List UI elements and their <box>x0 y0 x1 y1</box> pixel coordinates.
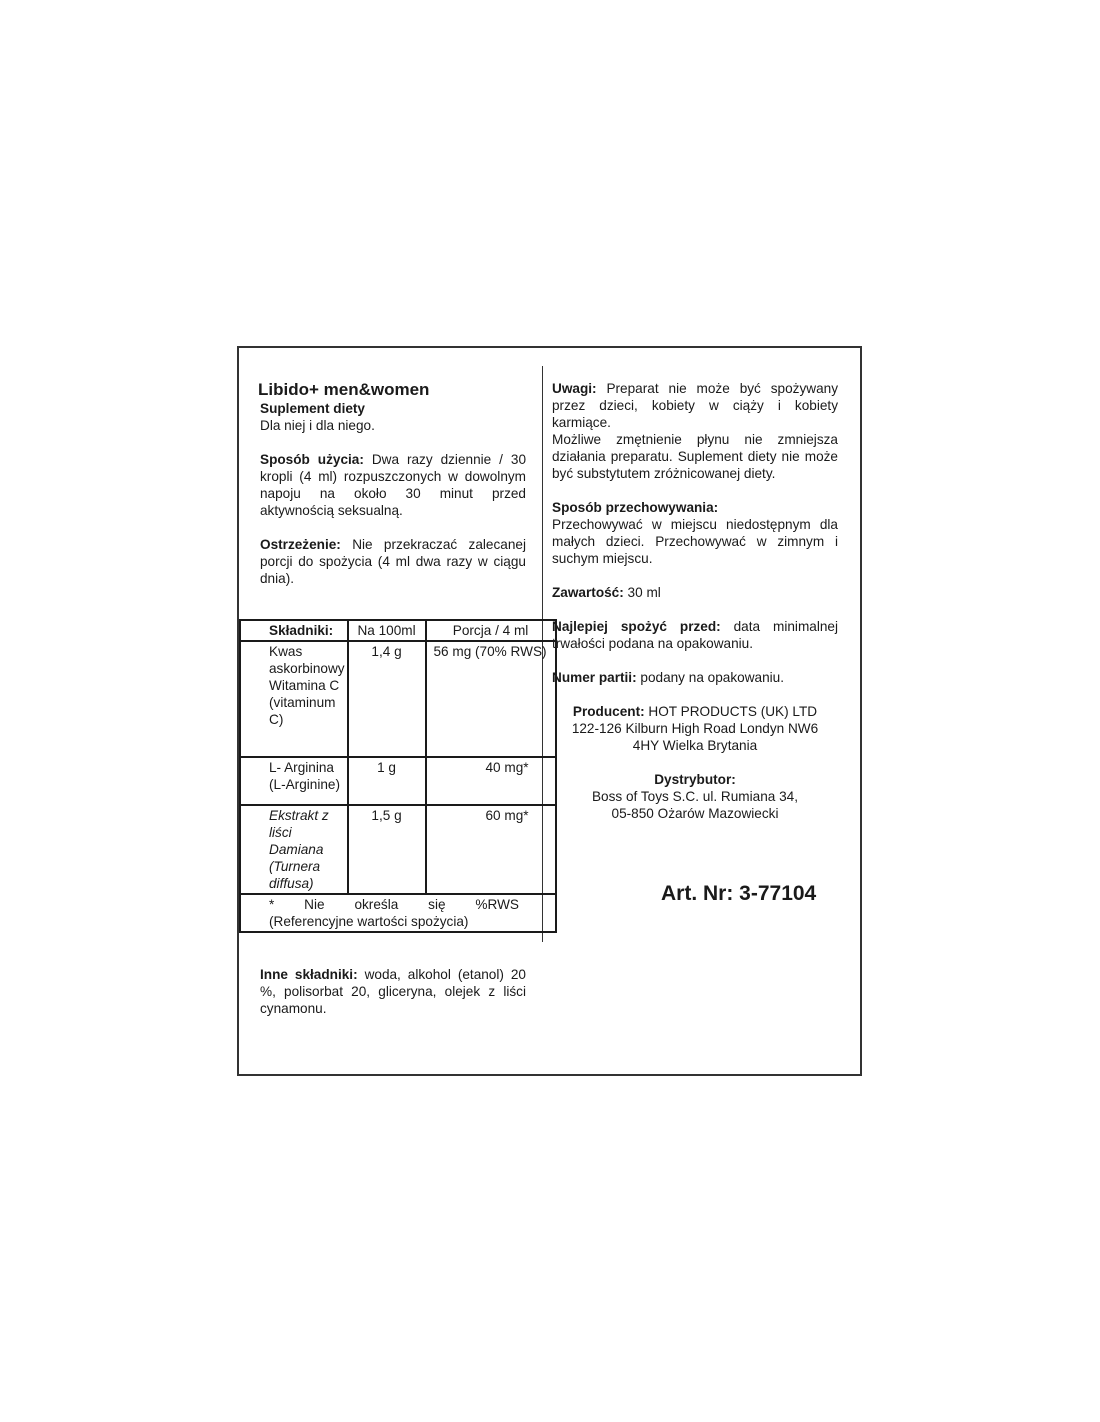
ingredient-name: L- Arginina (L-Arginine) <box>240 757 348 805</box>
producer-label: Producent: <box>572 704 645 719</box>
ingredient-portion: 40 mg* <box>426 757 556 805</box>
ingredient-portion: 56 mg (70% RWS) <box>426 641 556 757</box>
header-ingredient: Składniki: <box>240 620 348 641</box>
best-before-section <box>552 618 838 652</box>
notes-text: Preparat nie może być spożywany przez dzieci, kobiety w ciąży i kobiety karmiące. <box>552 381 838 430</box>
usage-label: Sposób użycia: <box>260 452 364 467</box>
content-section <box>552 584 838 601</box>
footnote-word-4: %RWS <box>475 897 519 912</box>
distributor-line-2: 05-850 Ożarów Mazowiecki <box>611 806 779 821</box>
header-per-100ml: Na 100ml <box>348 620 426 641</box>
footnote-line-2: (Referencyjne wartości spożycia) <box>269 914 469 929</box>
ingredient-name: Ekstrakt z liści Damiana (Turnera diffusa) <box>240 805 348 894</box>
ingredient-name: Kwas askorbinowy Witamina C (vitaminum C) <box>240 641 348 757</box>
batch-text: podany na opakowaniu. <box>636 670 784 685</box>
producer-section <box>552 703 838 754</box>
footnote-star: * <box>269 897 275 912</box>
ingredient-per-100ml: 1,4 g <box>348 641 426 757</box>
other-ingredients-text: woda, alkohol (etanol) 20 %, polisorbat 20, gliceryna, olejek z liści cynamonu. <box>260 967 526 1016</box>
notes-text-2: Możliwe zmętnienie płynu nie zmniejsza działania preparatu. Suplement diety nie może być substytutem zróżnicowanej diety. <box>552 432 838 481</box>
product-tagline: Dla niej i dla niego. <box>260 418 375 433</box>
notes-section <box>552 380 838 431</box>
header-portion: Porcja / 4 ml <box>426 620 556 641</box>
content-label: Zawartość: <box>552 585 624 600</box>
table-row <box>240 805 556 894</box>
table-footnote-row <box>240 894 556 932</box>
distributor-label: Dystrybutor: <box>654 772 736 787</box>
usage-text: Dwa razy dziennie / 30 kropli (4 ml) rozpuszczonych w dowolnym napoju na około 30 minut przed aktywnością seksualną. <box>260 452 527 518</box>
batch-label: Numer partii: <box>552 670 637 685</box>
table-row <box>240 641 556 757</box>
other-ingredients-label: Inne składniki: <box>260 967 358 982</box>
storage-label: Sposób przechowywania: <box>552 500 719 515</box>
ingredients-table <box>239 619 557 933</box>
usage-section <box>260 451 526 519</box>
footnote-word-2: określa <box>354 897 399 912</box>
ingredient-per-100ml: 1 g <box>348 757 426 805</box>
ingredient-per-100ml: 1,5 g <box>348 805 426 894</box>
table-row <box>240 757 556 805</box>
product-title: Libido+ men&women <box>258 380 430 399</box>
warning-label: Ostrzeżenie: <box>260 537 341 552</box>
footnote-word-3: się <box>428 897 446 912</box>
producer-text: HOT PRODUCTS (UK) LTD 122-126 Kilburn High Road Londyn NW6 4HY Wielka Brytania <box>571 704 819 753</box>
footnote-line-1 <box>269 896 519 913</box>
warning-text: Nie przekraczać zalecanej porcji do spożycia (4 ml dwa razy w ciągu dnia). <box>260 537 526 586</box>
content-text: 30 ml <box>623 585 661 600</box>
right-column <box>552 380 838 822</box>
storage-text: Przechowywać w miejscu niedostępnym dla małych dzieci. Przechowywać w zimnym i suchym miejscu. <box>552 517 838 566</box>
table-header-row <box>240 620 556 641</box>
best-before-text: data minimalnej trwałości podana na opakowaniu. <box>552 619 838 651</box>
best-before-label: Najlepiej spożyć przed: <box>552 619 721 634</box>
table-footnote <box>240 894 556 932</box>
warning-section <box>260 536 526 587</box>
left-column <box>260 380 526 587</box>
distributor-line-1: Boss of Toys S.C. ul. Rumiana 34, <box>591 789 799 804</box>
batch-section <box>552 669 838 686</box>
other-ingredients-section <box>260 966 526 1017</box>
product-subtitle: Suplement diety <box>260 401 365 416</box>
article-number: Art. Nr: 3-77104 <box>661 882 817 905</box>
footnote-word-1: Nie <box>304 897 325 912</box>
ingredient-portion: 60 mg* <box>426 805 556 894</box>
notes-label: Uwagi: <box>552 381 597 396</box>
